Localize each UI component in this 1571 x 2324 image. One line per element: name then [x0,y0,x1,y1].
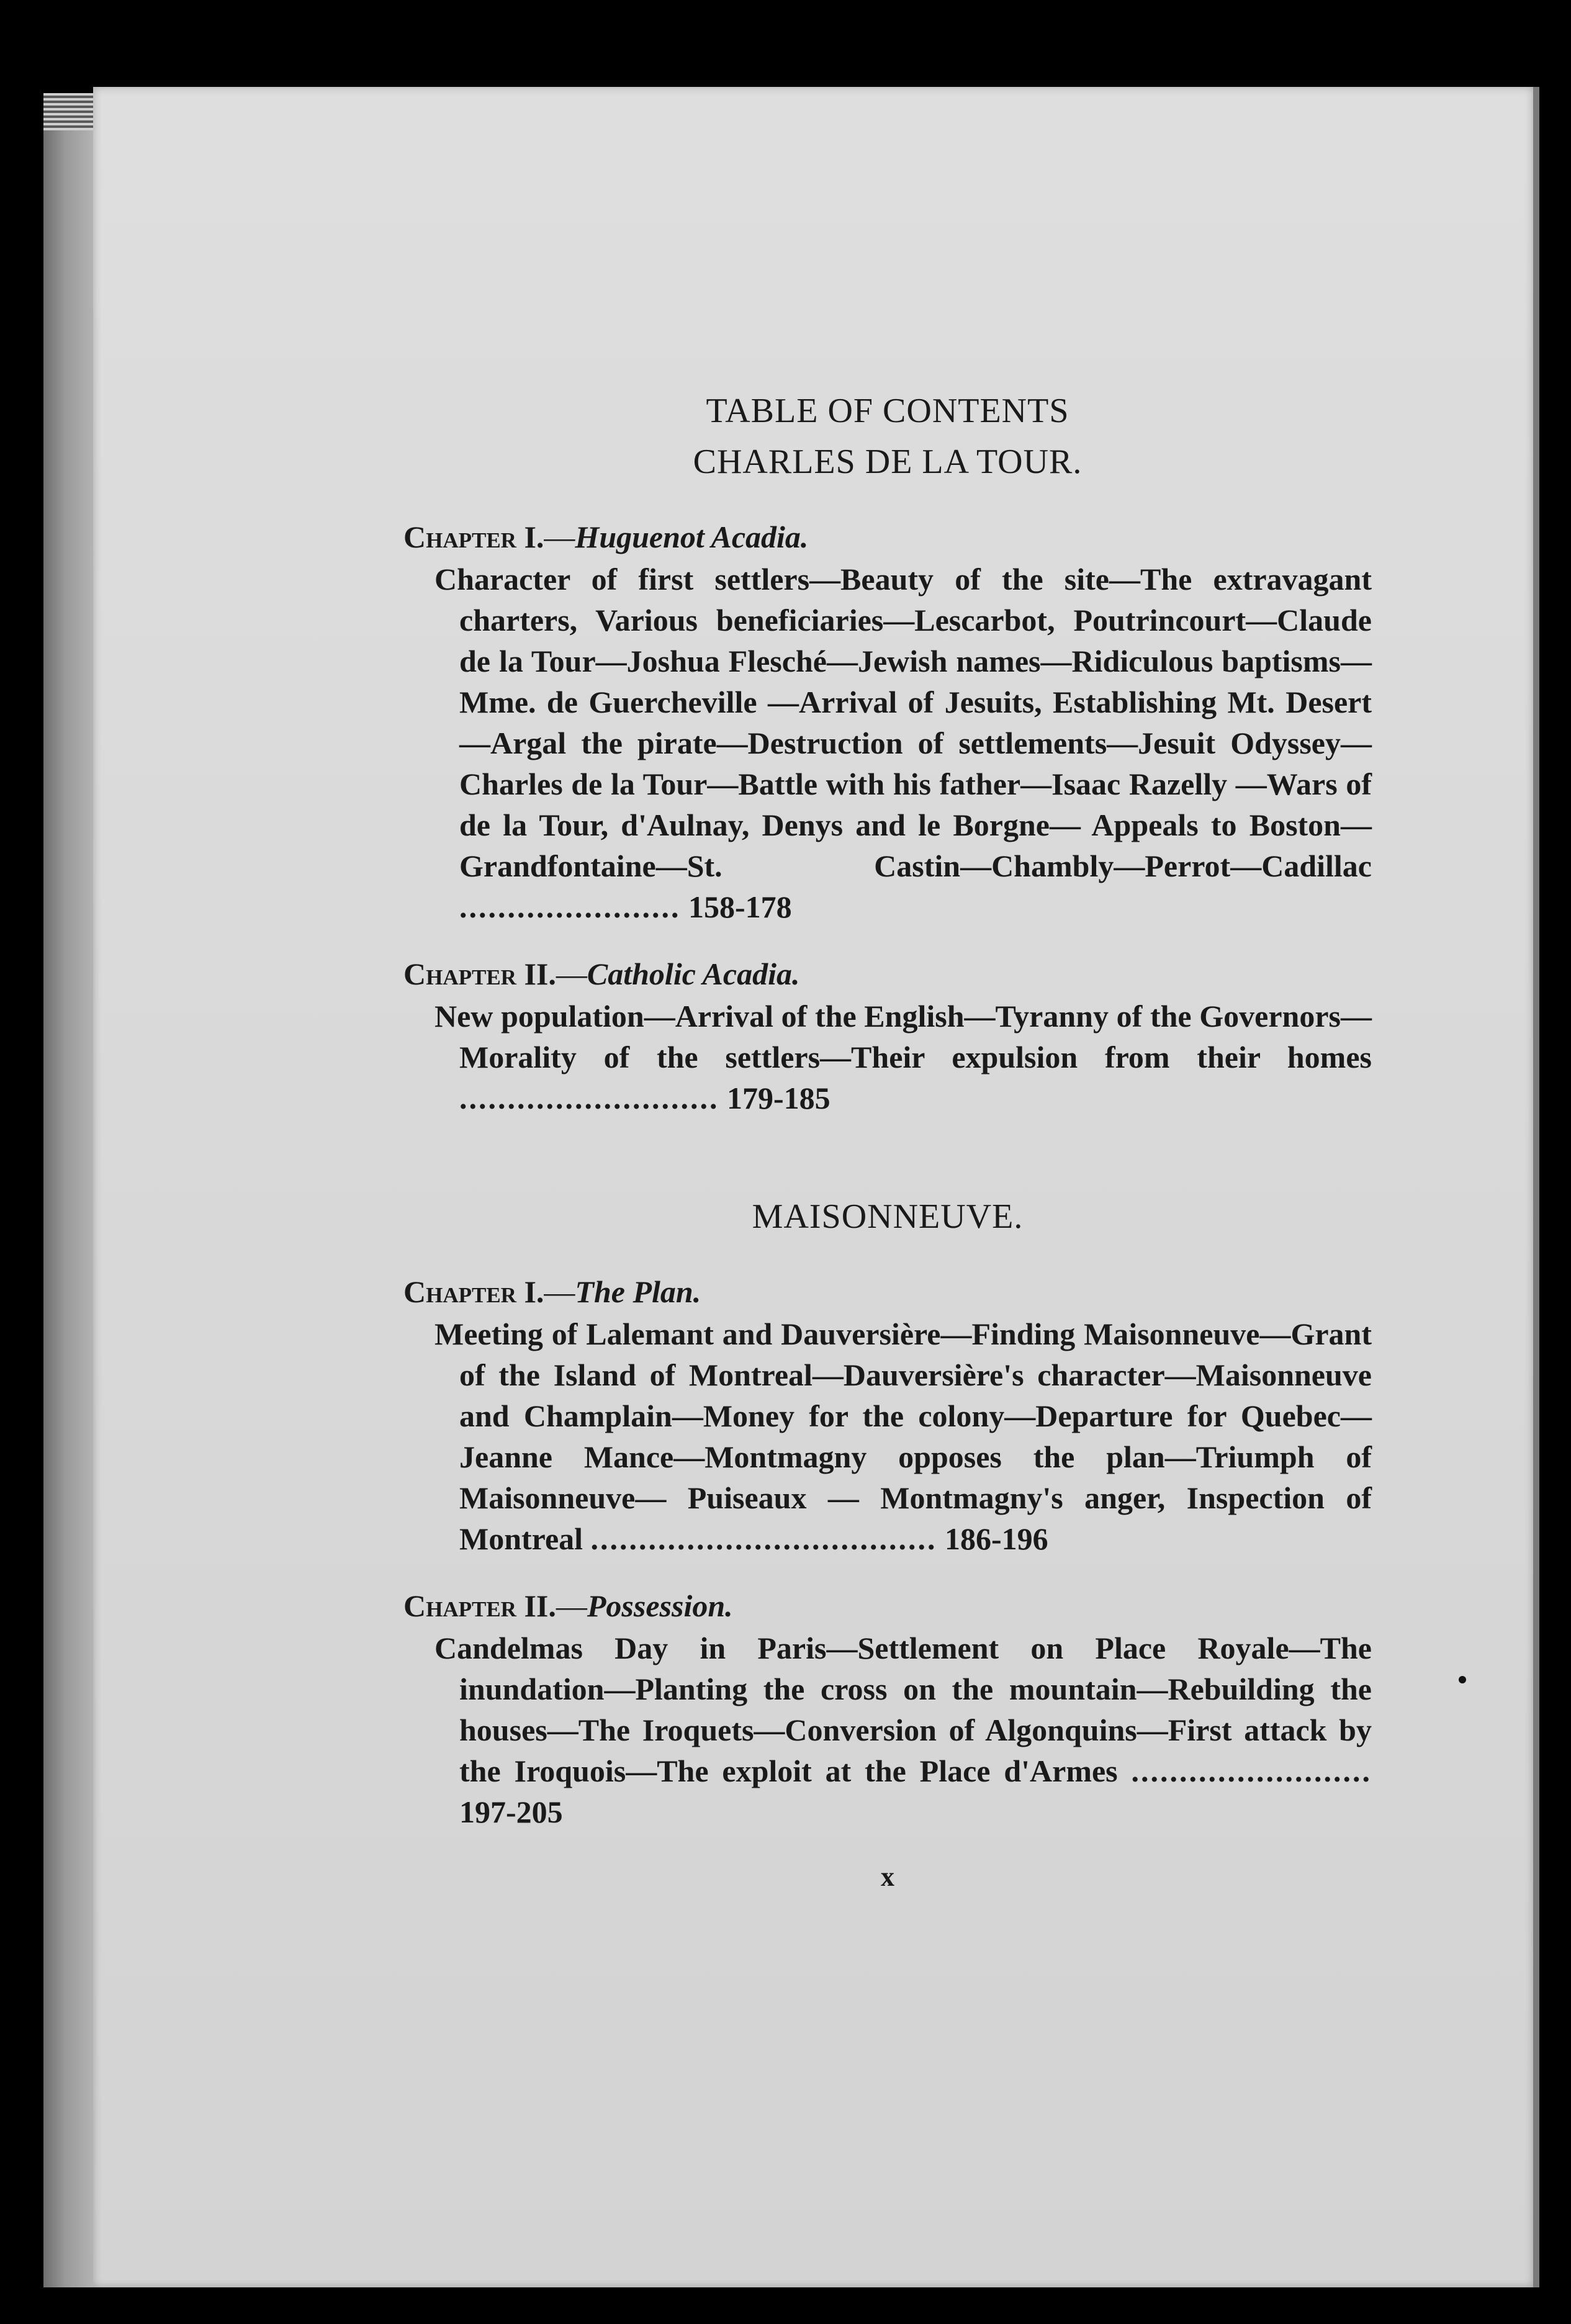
chapter-label: Chapter II. [403,1588,556,1623]
summary-text: Character of first settlers—Beauty of the site—The extravagant charters, Various beneficiaries—Lescarbot, Poutrincourt—Claude de la Tour—Joshua Flesché—Jewish names—Ridiculous baptisms—Mme. de Guercheville —Arrival of Jesuits, Establishing Mt. Desert—Argal the pirate—Destruction of settlements—Jesuit Odyssey— Charles de la Tour—Battle with his father—Isaac Razelly —Wars of de la Tour, d'Aulnay, Denys and le Borgne— Appeals to Boston—Grandfontaine—St. Castin—Chambly—Perrot—Cadillac [434,562,1372,883]
section-spacer [403,1147,1372,1197]
page-range: 158-178 [688,890,792,924]
chapter-subtitle: Possession. [587,1588,733,1623]
page-edge-shadow [43,93,99,2287]
summary-text: Meeting of Lalemant and Dauversière—Finding Maisonneuve—Grant of the Island of Montreal—Dauversière's character—Maisonneuve and Champlain—Money for the colony—Departure for Quebec—Jeanne Mance—Montmagny opposes the plan—Triumph of Maisonneuve— Puiseaux — Montmagny's anger, Inspection of Montreal [434,1317,1372,1556]
chapter-summary [403,559,1372,927]
chapter-heading [403,1274,1372,1310]
page-right-edge [1533,87,1539,2287]
dot-leader: ....................... [459,890,681,924]
section-title: CHARLES DE LA TOUR. [693,443,1083,481]
chapter-summary [403,996,1372,1119]
chapter-entry [403,519,1372,927]
chapter-separator: — [544,520,575,554]
chapter-label: Chapter I. [403,520,544,554]
chapter-heading [403,1588,1372,1624]
toc-content [403,391,1372,1893]
chapter-subtitle: Huguenot Acadia. [575,520,809,554]
ink-speck [1459,1676,1466,1683]
chapter-entry [403,1274,1372,1559]
chapter-subtitle: The Plan. [575,1274,701,1309]
chapter-summary [403,1628,1372,1832]
chapter-summary [403,1313,1372,1559]
page-range: 197-205 [459,1795,563,1829]
toc-section [403,1197,1372,1832]
page-folio: x [881,1862,894,1892]
page-range: 186-196 [945,1521,1048,1556]
chapter-label: Chapter I. [403,1274,544,1309]
chapter-separator: — [556,1588,587,1623]
section-title: MAISONNEUVE. [752,1197,1024,1236]
dot-leader: ......................... [1131,1754,1372,1788]
dot-leader: ........................... [459,1081,719,1115]
chapter-heading [403,519,1372,555]
chapter-subtitle: Catholic Acadia. [587,957,800,991]
chapter-heading [403,956,1372,992]
chapter-separator: — [556,957,587,991]
chapter-entry [403,1588,1372,1832]
binding-edge [43,93,99,130]
summary-text: New population—Arrival of the English—Tyranny of the Governors—Morality of the settlers—Their expulsion from their homes [434,999,1372,1074]
chapter-entry [403,956,1372,1119]
chapter-separator: — [544,1274,575,1309]
toc-section [403,442,1372,1119]
toc-title: TABLE OF CONTENTS [706,392,1069,430]
dot-leader: .................................... [590,1521,937,1556]
page-range: 179-185 [727,1081,831,1115]
chapter-label: Chapter II. [403,957,556,991]
summary-text: Candelmas Day in Paris—Settlement on Place Royale—The inundation—Planting the cross on the mountain—Rebuilding the houses—The Iroquets—Conversion of Algonquins—First attack by the Iroquois—The exploit at the Place d'Armes [434,1631,1372,1788]
